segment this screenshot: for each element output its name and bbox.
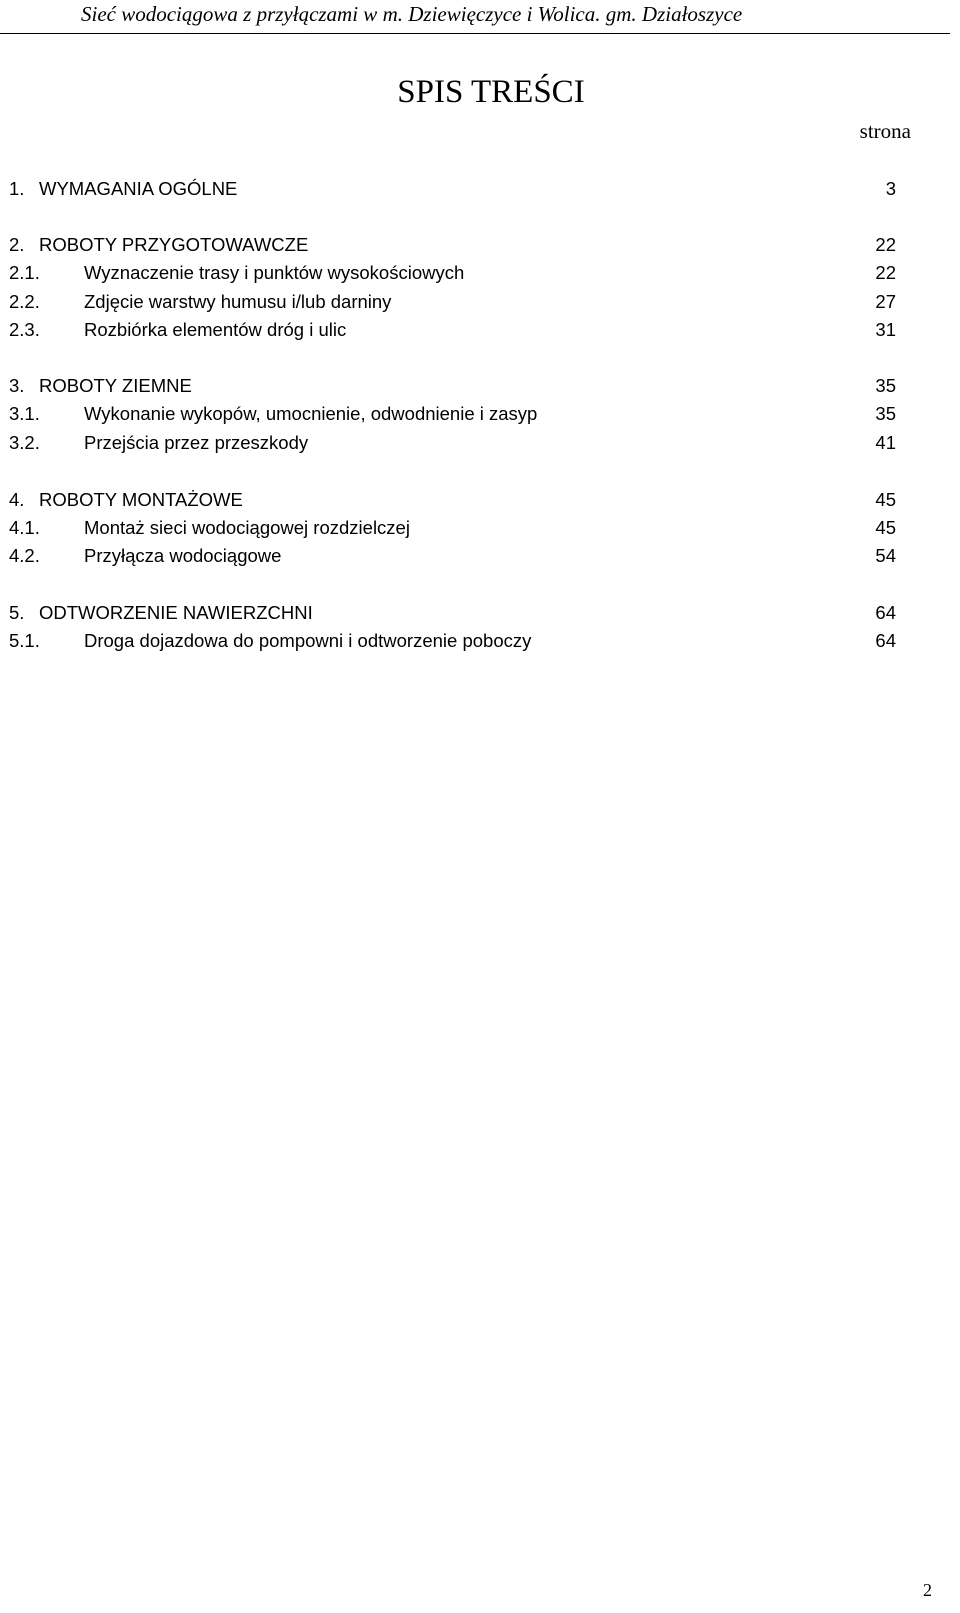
toc-entry-title: Przyłącza wodociągowe bbox=[84, 545, 282, 566]
toc-entry-4 bbox=[0, 486, 960, 514]
toc-entry-title: ROBOTY MONTAŻOWE bbox=[39, 489, 243, 510]
toc-entry-3 bbox=[0, 372, 960, 400]
toc-entry-page: 27 bbox=[875, 291, 896, 312]
toc-entry-page: 22 bbox=[875, 262, 896, 283]
toc-entry-number: 2. bbox=[9, 234, 25, 255]
toc-entry-number: 2.1. bbox=[9, 262, 40, 283]
toc-entry-4-2 bbox=[0, 542, 960, 570]
toc-entry-page: 45 bbox=[875, 517, 896, 538]
toc-entry-5-1 bbox=[0, 627, 960, 655]
toc-entry-title: Wykonanie wykopów, umocnienie, odwodnienie i zasyp bbox=[84, 403, 538, 424]
toc-entry-page: 64 bbox=[875, 602, 896, 623]
toc-entry-number: 2.3. bbox=[9, 319, 40, 340]
toc-entry-2-3 bbox=[0, 316, 960, 344]
toc-entry-page: 41 bbox=[875, 432, 896, 453]
toc-entry-number: 4.2. bbox=[9, 545, 40, 566]
toc-entry-number: 4.1. bbox=[9, 517, 40, 538]
toc-entry-title: Zdjęcie warstwy humusu i/lub darniny bbox=[84, 291, 392, 312]
toc-entry-title: Rozbiórka elementów dróg i ulic bbox=[84, 319, 347, 340]
toc-entry-3-1 bbox=[0, 400, 960, 428]
toc-entry-page: 22 bbox=[875, 234, 896, 255]
toc-entry-4-1 bbox=[0, 514, 960, 542]
toc-entry-2-2 bbox=[0, 288, 960, 316]
page-header bbox=[0, 0, 960, 36]
toc-entry-3-2 bbox=[0, 429, 960, 457]
toc-entry-title: ROBOTY ZIEMNE bbox=[39, 375, 192, 396]
toc-entry-1 bbox=[0, 175, 960, 203]
toc-entry-title: Droga dojazdowa do pompowni i odtworzenie poboczy bbox=[84, 630, 532, 651]
toc-entry-title: ODTWORZENIE NAWIERZCHNI bbox=[39, 602, 313, 623]
toc-entry-title: Przejścia przez przeszkody bbox=[84, 432, 309, 453]
toc-entry-page: 35 bbox=[875, 403, 896, 424]
toc-entry-page: 3 bbox=[885, 178, 896, 199]
toc-entry-number: 3.2. bbox=[9, 432, 40, 453]
toc-entry-title: Montaż sieci wodociągowej rozdzielczej bbox=[84, 517, 410, 538]
toc-entry-page: 31 bbox=[875, 319, 896, 340]
toc-entry-number: 2.2. bbox=[9, 291, 40, 312]
toc-entry-2-1 bbox=[0, 259, 960, 287]
toc-entry-page: 54 bbox=[875, 545, 896, 566]
page-column-label: strona bbox=[859, 119, 911, 143]
toc-entry-number: 5.1. bbox=[9, 630, 40, 651]
toc-entry-page: 64 bbox=[875, 630, 896, 651]
header-divider bbox=[0, 33, 950, 34]
running-title: Sieć wodociągowa z przyłączami w m. Dziewięczyce i Wolica. gm. Działoszyce bbox=[81, 2, 743, 26]
toc-entry-page: 45 bbox=[875, 489, 896, 510]
toc-entry-5 bbox=[0, 599, 960, 627]
toc-entry-number: 1. bbox=[9, 178, 25, 199]
toc-entry-page: 35 bbox=[875, 375, 896, 396]
toc-entry-title: ROBOTY PRZYGOTOWAWCZE bbox=[39, 234, 309, 255]
toc-entry-number: 4. bbox=[9, 489, 25, 510]
toc-entry-title: Wyznaczenie trasy i punktów wysokościowych bbox=[84, 262, 465, 283]
page-title: SPIS TREŚCI bbox=[397, 74, 585, 110]
toc-entry-number: 3. bbox=[9, 375, 25, 396]
page-number: 2 bbox=[923, 1580, 932, 1600]
toc-entry-number: 3.1. bbox=[9, 403, 40, 424]
toc-entry-title: WYMAGANIA OGÓLNE bbox=[39, 178, 238, 199]
toc-entry-2 bbox=[0, 231, 960, 259]
toc-entry-number: 5. bbox=[9, 602, 25, 623]
